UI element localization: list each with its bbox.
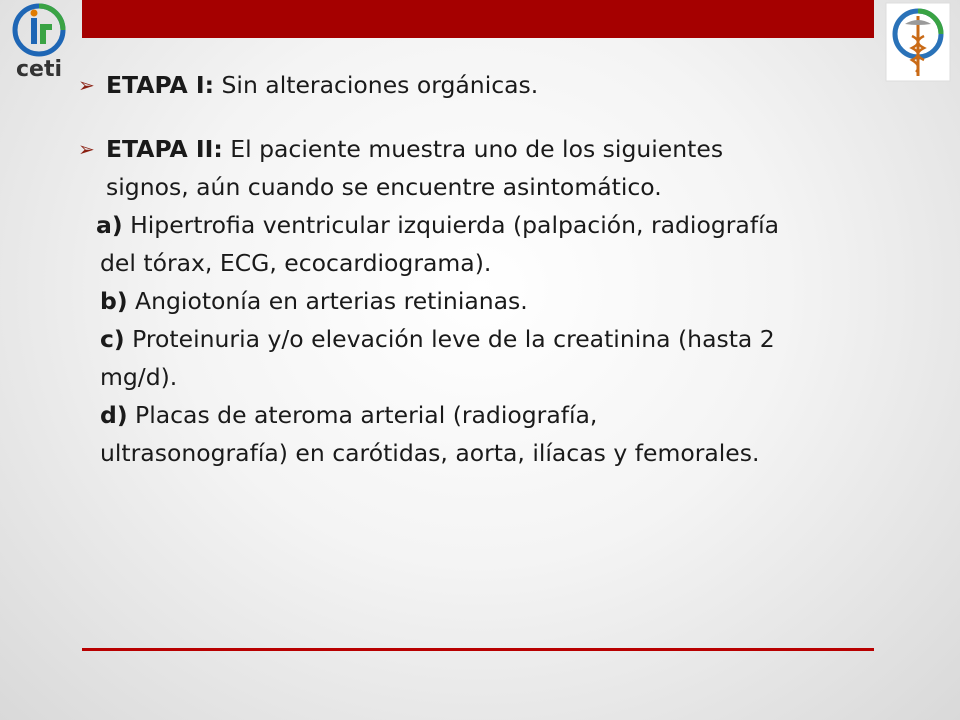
sign-b (100, 282, 918, 320)
ceti-logo (6, 2, 72, 82)
etapa-1-label: ETAPA I: (106, 71, 215, 99)
arrow-bullet-icon: ➢ (78, 73, 95, 97)
sign-d-line1: Placas de ateroma arterial (radiografía, (127, 401, 598, 429)
sign-c (100, 320, 918, 396)
sign-b-label: b) (100, 287, 128, 315)
sign-a-label: a) (96, 211, 123, 239)
sign-b-line1: Angiotonía en arterias retinianas. (127, 287, 528, 315)
sign-c-line2: mg/d). (100, 363, 178, 391)
arrow-bullet-icon: ➢ (78, 137, 95, 161)
etapa-2-text (106, 130, 918, 206)
etapa-2-line1: El paciente muestra uno de los siguientes (222, 135, 724, 163)
etapa-1-description: Sin alteraciones orgánicas. (214, 71, 539, 99)
sign-c-line1: Proteinuria y/o elevación leve de la creatinina (hasta 2 (124, 325, 775, 353)
footer-red-line (82, 648, 874, 651)
header-red-bar (82, 0, 874, 38)
sign-a-line2: del tórax, ECG, ecocardiograma). (100, 249, 492, 277)
etapa-2-item (78, 130, 918, 206)
etapa-2-label: ETAPA II: (106, 135, 223, 163)
ceti-logo-text: ceti (15, 57, 63, 82)
sign-a-line1: Hipertrofia ventricular izquierda (palpación, radiografía (122, 211, 780, 239)
sign-a (96, 206, 918, 282)
slide-content (78, 66, 918, 472)
etapa-1-item (78, 66, 918, 104)
sign-c-label: c) (100, 325, 125, 353)
sign-d (100, 396, 918, 472)
etapa-2-line2: signos, aún cuando se encuentre asintomático. (106, 173, 662, 201)
etapa-1-text (106, 66, 918, 104)
sign-d-label: d) (100, 401, 128, 429)
sign-d-line2: ultrasonografía) en carótidas, aorta, ilíacas y femorales. (100, 439, 760, 467)
